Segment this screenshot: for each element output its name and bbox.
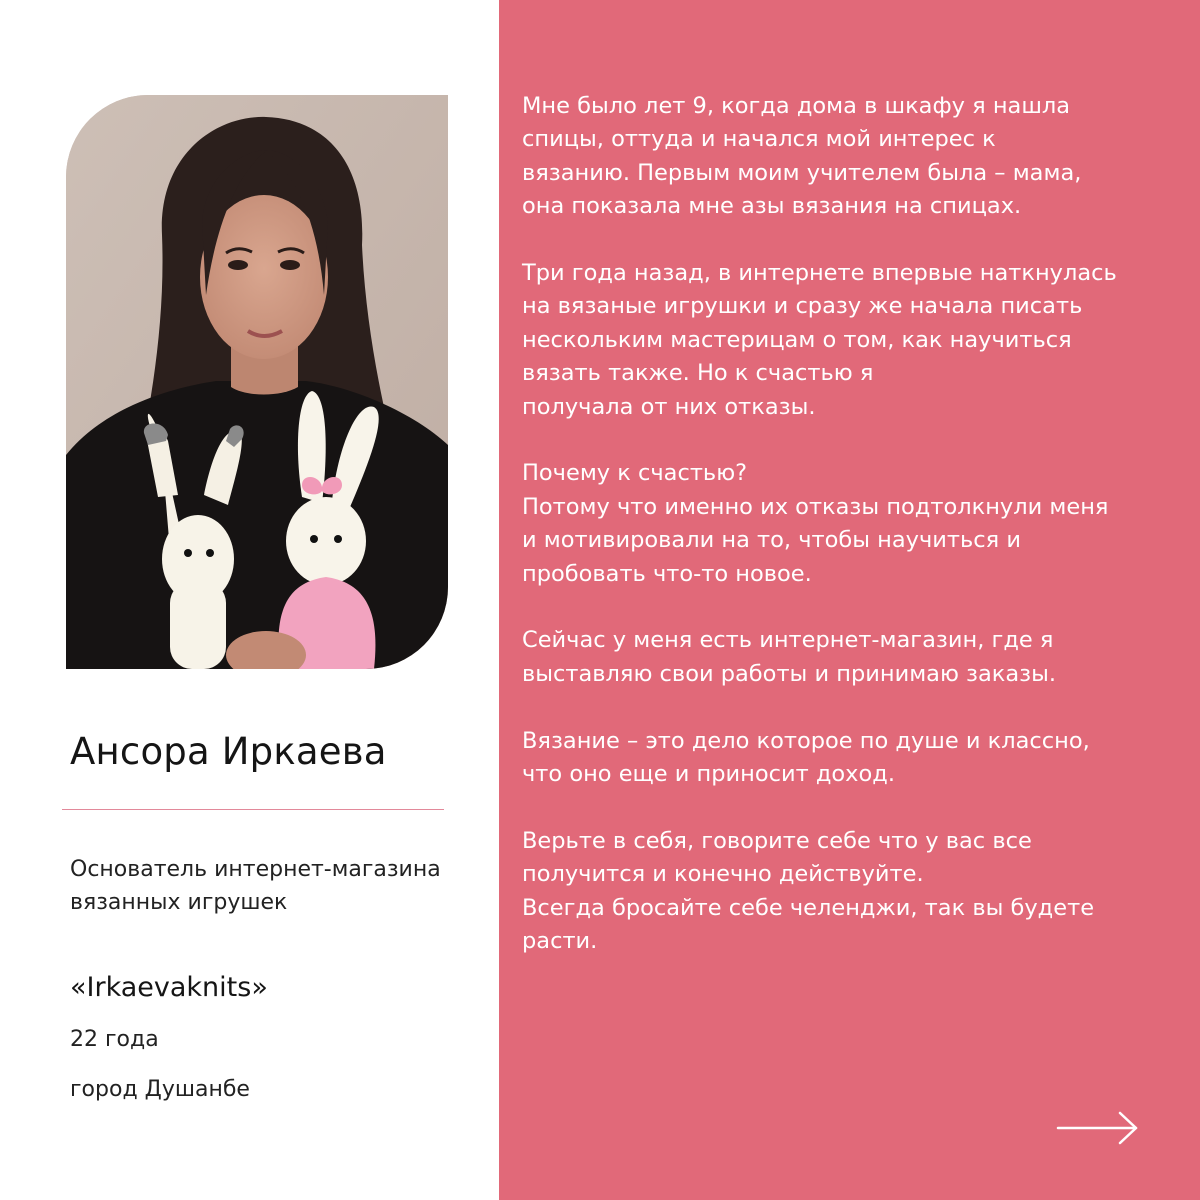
portrait-photo <box>66 95 448 669</box>
story-paragraph: Сейчас у меня есть интернет-магазин, где я выставляю свои работы и принимаю заказы. <box>522 627 1057 687</box>
shop-name: «Irkaevaknits» <box>70 972 268 1003</box>
story-text <box>522 90 1172 992</box>
story-paragraph: Три года назад, в интернете впервые наткнулась на вязаные игрушки и сразу же начала писать нескольким мастерицам о том, как научиться вязать также. Но к счастью я получала от них отказы. <box>522 260 1117 420</box>
person-age: 22 года <box>70 1027 159 1052</box>
story-paragraph: Почему к счастью? Потому что именно их отказы подтолкнули меня и мотивировали на то, чтобы научиться и пробовать что-то новое. <box>522 460 1109 587</box>
story-paragraph: Вязание – это дело которое по душе и классно, что оно еще и приносит доход. <box>522 727 1090 788</box>
arrow-right-icon[interactable] <box>1056 1108 1140 1148</box>
person-name: Ансора Иркаева <box>70 730 387 773</box>
divider <box>62 809 444 810</box>
person-role: Основатель интернет-магазина вязанных игрушек <box>70 857 441 915</box>
story-paragraph: Мне было лет 9, когда дома в шкафу я нашла спицы, оттуда и начался мой интерес к вязанию. Первым моим учителем была – мама, она показала мне азы вязания на спицах. <box>522 93 1082 220</box>
story-paragraph: Верьте в себя, говорите себе что у вас все получится и конечно действуйте. Всегда бросайте себе челенджи, так вы будете расти. <box>522 827 1095 955</box>
person-city: город Душанбе <box>70 1077 250 1102</box>
